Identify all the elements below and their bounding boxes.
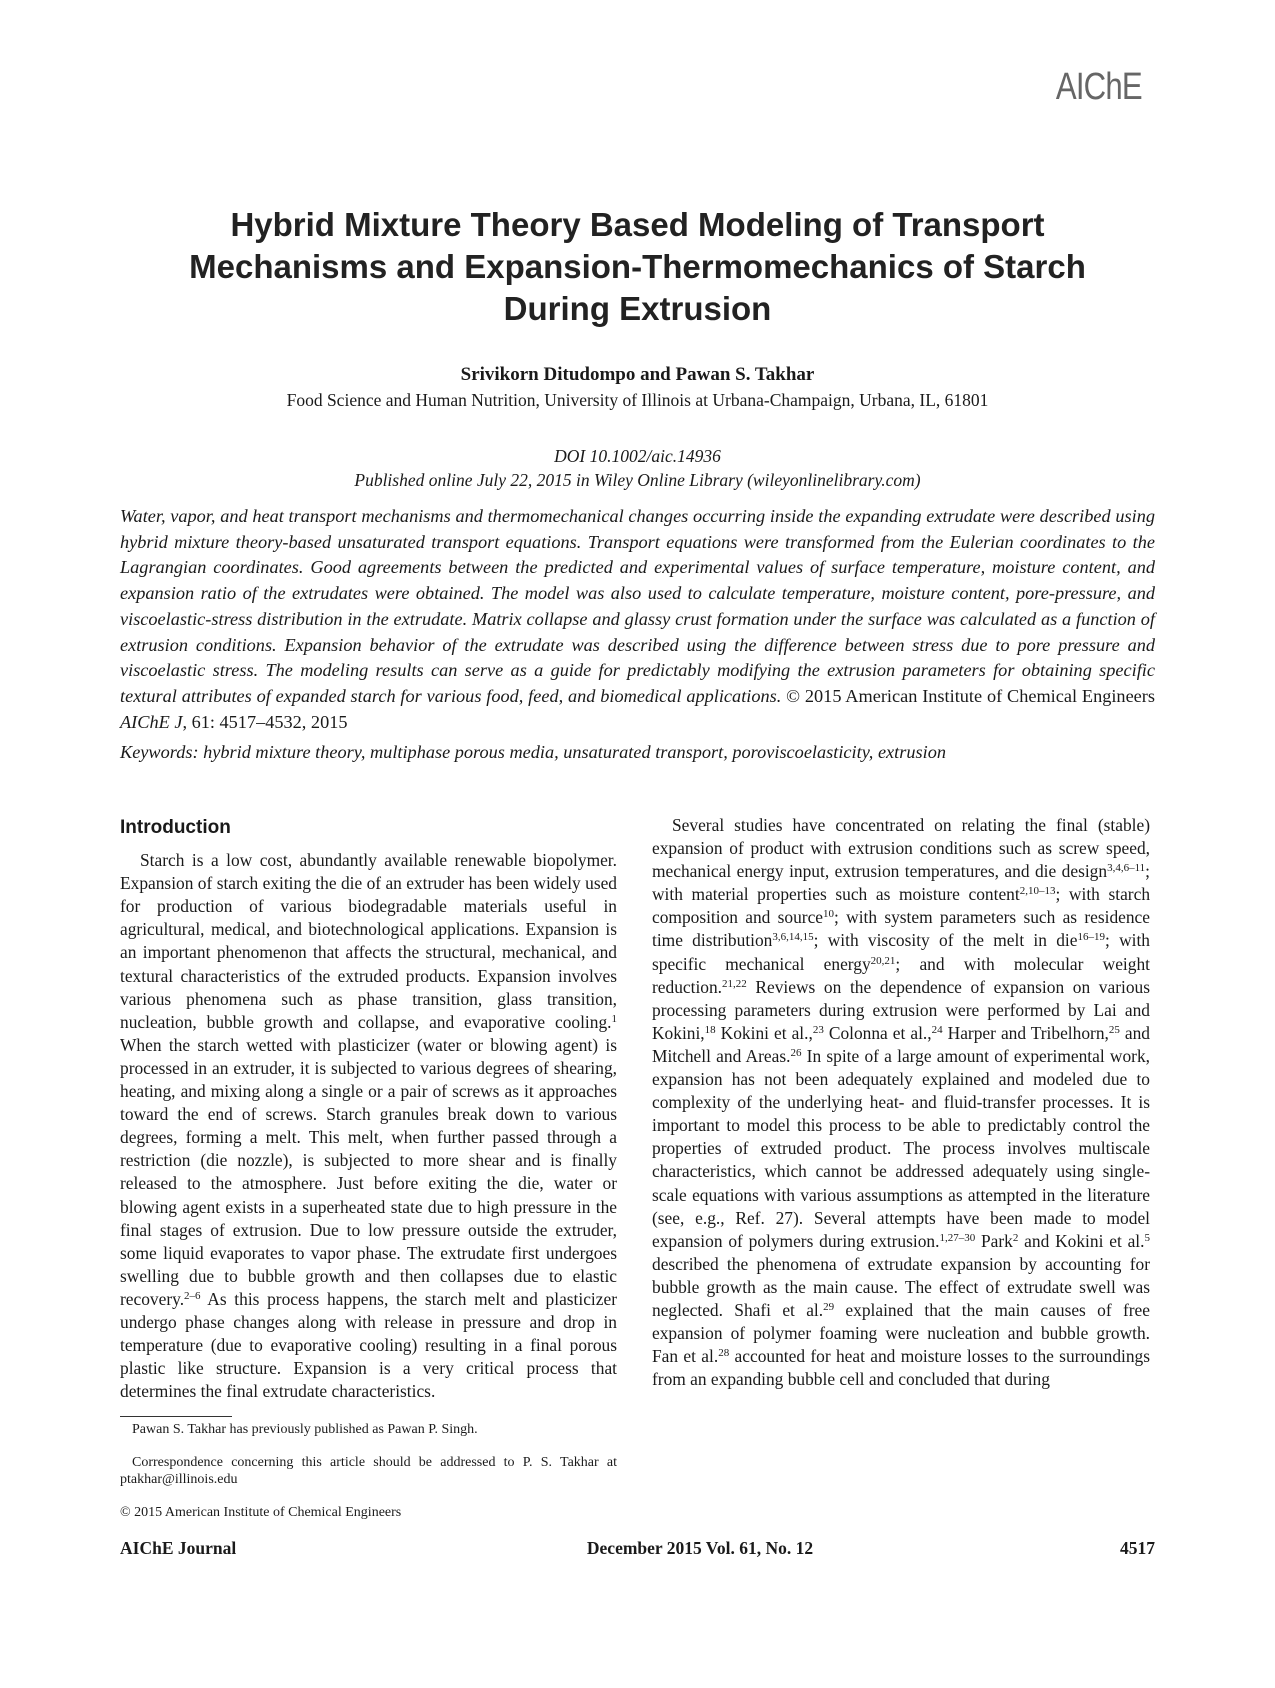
keywords: Keywords: hybrid mixture theory, multiphase porous media, unsaturated transport, poroviscoelasticity, extrusion — [120, 742, 946, 762]
citation: , 61: 4517–4532, 2015 — [182, 711, 348, 732]
abstract-copyright: © 2015 American Institute of Chemical Engineers — [786, 685, 1156, 706]
left-column — [120, 814, 617, 1403]
title-line: Hybrid Mixture Theory Based Modeling of Transport — [230, 206, 1045, 244]
doi: DOI 10.1002/aic.14936 — [554, 446, 721, 466]
footnote-divider — [120, 1416, 232, 1417]
section-heading-introduction: Introduction — [120, 817, 231, 838]
journal-abbrev: AIChE J — [120, 711, 183, 732]
abstract — [120, 504, 1155, 735]
footnote-copyright: © 2015 American Institute of Chemical Engineers — [120, 1505, 402, 1520]
footnote-author-note: Pawan S. Takhar has previously published as Pawan P. Singh. — [132, 1422, 478, 1437]
aiche-logo: AIChE — [1056, 66, 1142, 108]
footnote-correspondence: Correspondence concerning this article should be addressed to P. S. Takhar at ptakhar@illinois.edu — [120, 1455, 617, 1487]
footer-journal: AIChE Journal — [120, 1538, 237, 1558]
publication-info: Published online July 22, 2015 in Wiley Online Library (wileyonlinelibrary.com) — [354, 470, 921, 490]
article-title — [120, 204, 1155, 330]
authors: Srivikorn Ditudompo and Pawan S. Takhar — [460, 364, 815, 385]
page-number: 4517 — [1120, 1538, 1155, 1558]
title-line: Mechanisms and Expansion-Thermomechanics of Starch — [189, 248, 1086, 286]
intro-paragraph-1: Starch is a low cost, abundantly available renewable biopolymer. Expansion of starch exiting the die of an extruder has been widely used for production of various biodegradable materials useful in agricultural, medical, and biotechnological applications. Expansion is an important phenomenon that affects the structural, mechanical, and textural characteristics of the extruded products. Expansion involves various phenomena such as phase transition, glass transition, nucleation, bubble growth and collapse, and evaporative cooling.$^1$ When the starch wetted with plasticizer (water or blowing agent) is processed in an extruder, it is subjected to various degrees of shearing, heating, and mixing along a single or a pair of screws as it approaches toward the end of screws. Starch granules break down to various degrees, forming a melt. This melt, when further passed through a restriction (die nozzle), is subjected to more shear and is finally released to the atmosphere. Just before exiting the die, water or blowing agent exists in a superheated state due to high pressure in the final stages of extrusion. Due to low pressure outside the extruder, some liquid evaporates to vapor phase. The extrudate first undergoes swelling due to bubble growth and then collapses due to elastic recovery.$^{2-6}$ As this process happens, the starch melt and plasticizer undergo phase changes along with release in pressure and drop in temperature (due to evaporative cooling) resulting in a final porous plastic like structure. Expansion is a very critical process that determines the final extrudate characteristics. — [120, 850, 617, 1402]
abstract-text: Water, vapor, and heat transport mechanisms and thermomechanical changes occurring inside the expanding extrudate were described using hybrid mixture theory-based unsaturated transport equations. Transport equations were transformed from the Eulerian coordinates to the Lagrangian coordinates. Good agreements between the predicted and experimental values of surface temperature, moisture content, and expansion ratio of the extrudates were obtained. The model was also used to calculate temperature, moisture content, pore-pressure, and viscoelastic-stress distribution in the extrudate. Matrix collapse and glassy crust formation under the surface was calculated as a function of extrusion conditions. Expansion behavior of the extrudate was described using the difference between stress due to pore pressure and viscoelastic stress. The modeling results can serve as a guide for predictably modifying the extrusion parameters for obtaining specific textural attributes of expanded starch for various food, feed, and biomedical applications. — [120, 506, 1155, 706]
affiliation: Food Science and Human Nutrition, University of Illinois at Urbana-Champaign, Urbana, IL, 61801 — [286, 390, 989, 410]
footer-issue: December 2015 Vol. 61, No. 12 — [586, 1538, 814, 1558]
right-column — [652, 814, 1150, 1391]
footnotes — [120, 1421, 617, 1537]
title-line: During Extrusion — [503, 290, 772, 328]
intro-paragraph-2: Several studies have concentrated on relating the final (stable) expansion of product with extrusion conditions such as screw speed, mechanical energy input, extrusion temperatures, and die design$^{3,4,6-11}$; with material properties such as moisture content$^{2,10-13}$; with starch composition and source$^{10}$; with system parameters such as residence time distribution$^{3,6,14,15}$; with viscosity of the melt in die$^{16-19}$; with specific mechanical energy$^{20,21}$; and with molecular weight reduction.$^{21,22}$ Reviews on the dependence of expansion on various processing parameters during extrusion were performed by Lai and Kokini,$^{18}$ Kokini et al.,$^{23}$ Colonna et al.,$^{24}$ Harper and Tribelhorn,$^{25}$ and Mitchell and Areas.$^{26}$ In spite of a large amount of experimental work, expansion has not been adequately explained and modeled due to complexity of the underlying heat- and fluid-transfer processes. It is important to model this process to be able to predictably control the properties of extruded product. The process involves multiscale characteristics, which cannot be addressed adequately using single-scale equations with various assumptions as attempted in the literature (see, e.g., Ref. 27). Several attempts have been made to model expansion of polymers during extrusion.$^{1,27-30}$ Park$^2$ and Kokini et al.$^5$ described the phenomena of extrudate expansion by accounting for bubble growth as the main cause. The effect of extrudate swell was neglected. Shafi et al.$^{29}$ explained that the main causes of free expansion of polymer foaming were nucleation and bubble growth. Fan et al.$^{28}$ accounted for heat and moisture losses to the surroundings from an expanding bubble cell and concluded that during — [652, 815, 1151, 1390]
